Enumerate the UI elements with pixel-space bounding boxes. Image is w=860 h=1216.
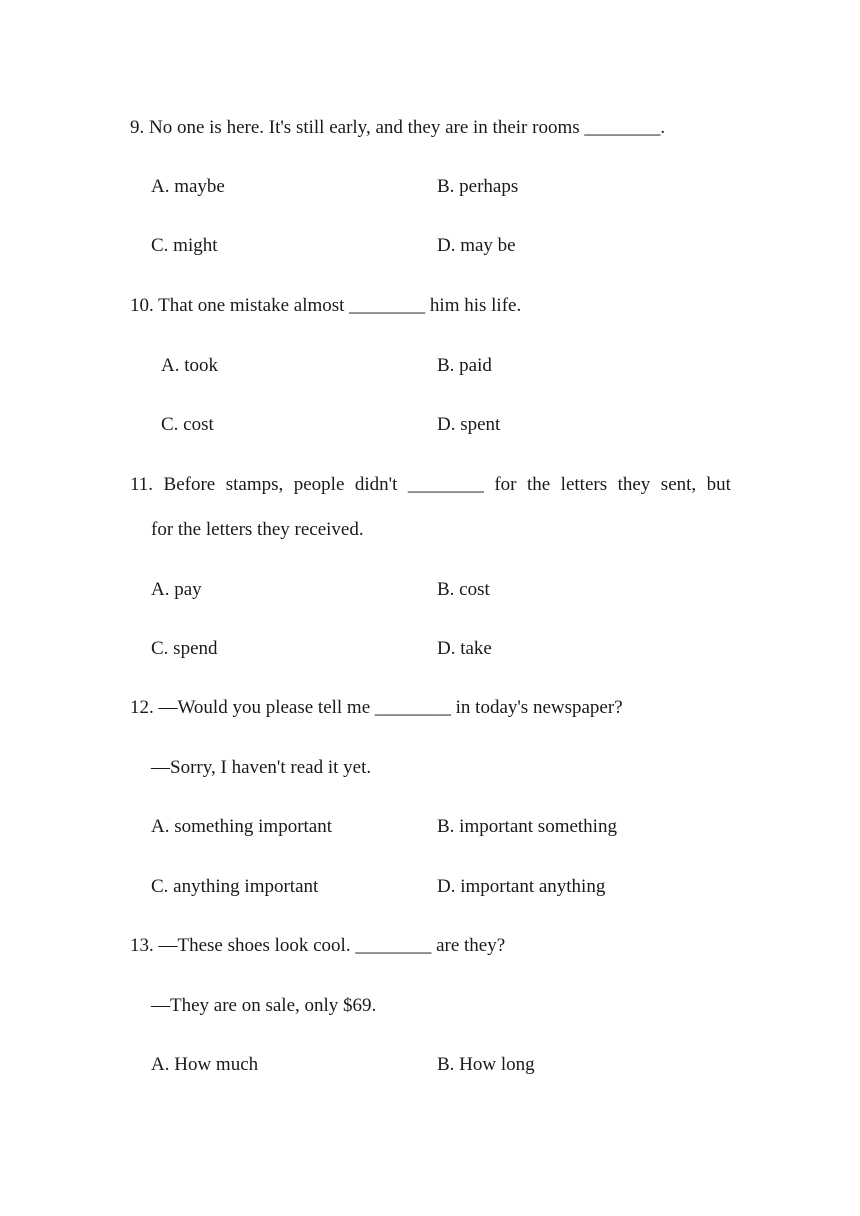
- question-12-stem: 12. —Would you please tell me ________ in today's newspaper?: [130, 697, 623, 718]
- q11-word: didn't: [354, 474, 398, 495]
- question-10-option-b: B. paid: [437, 355, 492, 376]
- question-9-option-c: C. might: [151, 235, 218, 256]
- question-10-option-a: A. took: [161, 355, 218, 376]
- question-13-option-a: A. How much: [151, 1054, 259, 1075]
- question-11-stem-line2: for the letters they received.: [151, 519, 364, 540]
- q11-word: for: [494, 474, 517, 495]
- question-9-option-d: D. may be: [437, 235, 516, 256]
- question-12-option-b: B. important something: [437, 816, 617, 837]
- q11-word: stamps,: [225, 474, 284, 495]
- question-9-option-b: B. perhaps: [437, 176, 519, 197]
- question-12-option-a: A. something important: [151, 816, 333, 837]
- q11-word: people: [293, 474, 345, 495]
- question-12-option-c: C. anything important: [151, 876, 319, 897]
- q11-word: Before: [163, 474, 216, 495]
- q11-word: sent,: [660, 474, 697, 495]
- q11-blank: ________: [407, 474, 484, 495]
- q11-word: but: [706, 474, 731, 495]
- question-10-stem: 10. That one mistake almost ________ him his life.: [130, 295, 522, 316]
- question-11-stem-line1: [130, 473, 731, 497]
- question-13-reply: —They are on sale, only $69.: [151, 995, 377, 1016]
- question-12-reply: —Sorry, I haven't read it yet.: [151, 757, 372, 778]
- question-9-stem: 9. No one is here. It's still early, and they are in their rooms ________.: [130, 117, 666, 138]
- question-11-option-c: C. spend: [151, 638, 218, 659]
- question-13-stem: 13. —These shoes look cool. ________ are they?: [130, 935, 506, 956]
- question-13-option-b: B. How long: [437, 1054, 535, 1075]
- question-10-option-c: C. cost: [161, 414, 214, 435]
- q11-word: they: [617, 474, 651, 495]
- q11-word: letters: [560, 474, 608, 495]
- question-10-option-d: D. spent: [437, 414, 501, 435]
- question-11-option-a: A. pay: [151, 579, 202, 600]
- q11-word: the: [526, 474, 551, 495]
- question-11-option-b: B. cost: [437, 579, 490, 600]
- question-12-option-d: D. important anything: [437, 876, 606, 897]
- question-11-option-d: D. take: [437, 638, 492, 659]
- question-9-option-a: A. maybe: [151, 176, 225, 197]
- q11-word: 11.: [130, 474, 154, 495]
